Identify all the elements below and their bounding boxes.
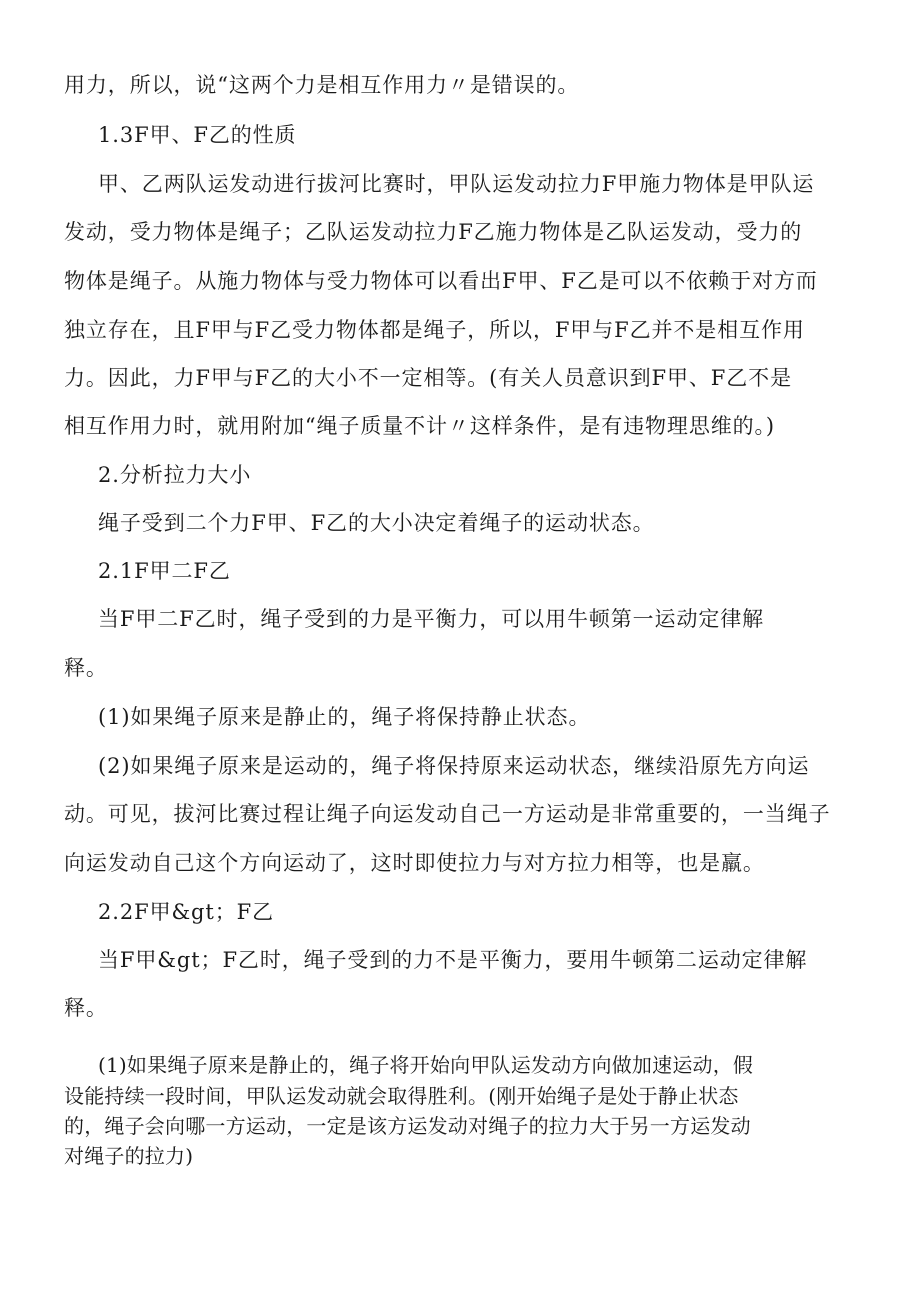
- paragraph-line: 力。因此，力F甲与F乙的大小不一定相等。(有关人员意识到F甲、F乙不是: [64, 366, 792, 390]
- paragraph-line: 绳子受到二个力F甲、F乙的大小决定着绳子的运动状态。: [98, 511, 655, 535]
- list-item: (1)如果绳子原来是静止的，绳子将保持静止状态。: [98, 705, 591, 729]
- paragraph-line: 释。: [64, 656, 108, 680]
- paragraph-line: 的，绳子会向哪一方运动，一定是该方运发动对绳子的拉力大于另一方运发动: [64, 1114, 751, 1138]
- list-item: (1)如果绳子原来是静止的，绳子将开始向甲队运发动方向做加速运动，假: [98, 1053, 754, 1077]
- paragraph-line: 动。可见，拔河比赛过程让绳子向运发动自己一方运动是非常重要的，一当绳子: [64, 802, 831, 826]
- paragraph-line: 相互作用力时，就用附加“绳子质量不计〃这样条件，是有违物理思维的。): [64, 414, 776, 438]
- section-heading: 2.2F甲&gt；F乙: [98, 900, 275, 924]
- paragraph-line: 当F甲二F乙时，绳子受到的力是平衡力，可以用牛顿第一运动定律解: [98, 607, 765, 631]
- paragraph-line: 物体是绳子。从施力物体与受力物体可以看出F甲、F乙是可以不依赖于对方而: [64, 269, 818, 293]
- list-item: (2)如果绳子原来是运动的，绳子将保持原来运动状态，继续沿原先方向运: [98, 754, 810, 778]
- section-heading: 2.分析拉力大小: [98, 463, 252, 487]
- paragraph-line: 甲、乙两队运发动进行拔河比赛时，甲队运发动拉力F甲施力物体是甲队运: [98, 172, 815, 196]
- paragraph-line: 向运发动自己这个方向运动了，这时即使拉力与对方拉力相等，也是羸。: [64, 851, 765, 875]
- paragraph-line: 用力，所以，说“这两个力是相互作用力〃是错误的。: [64, 73, 580, 97]
- paragraph-line: 设能持续一段时间，甲队运发动就会取得胜利。(刚开始绳子是处于静止状态: [64, 1084, 739, 1108]
- paragraph-line: 对绳子的拉力): [64, 1144, 194, 1168]
- section-heading: 2.1F甲二F乙: [98, 559, 231, 583]
- paragraph-line: 发动，受力物体是绳子；乙队运发动拉力F乙施力物体是乙队运发动，受力的: [64, 220, 803, 244]
- section-heading: 1.3F甲、F乙的性质: [98, 123, 297, 147]
- paragraph-line: 当F甲&gt；F乙时，绳子受到的力不是平衡力，要用牛顿第二运动定律解: [98, 948, 808, 972]
- paragraph-line: 独立存在，且F甲与F乙受力物体都是绳子，所以，F甲与F乙并不是相互作用: [64, 318, 805, 342]
- paragraph-line: 释。: [64, 996, 108, 1020]
